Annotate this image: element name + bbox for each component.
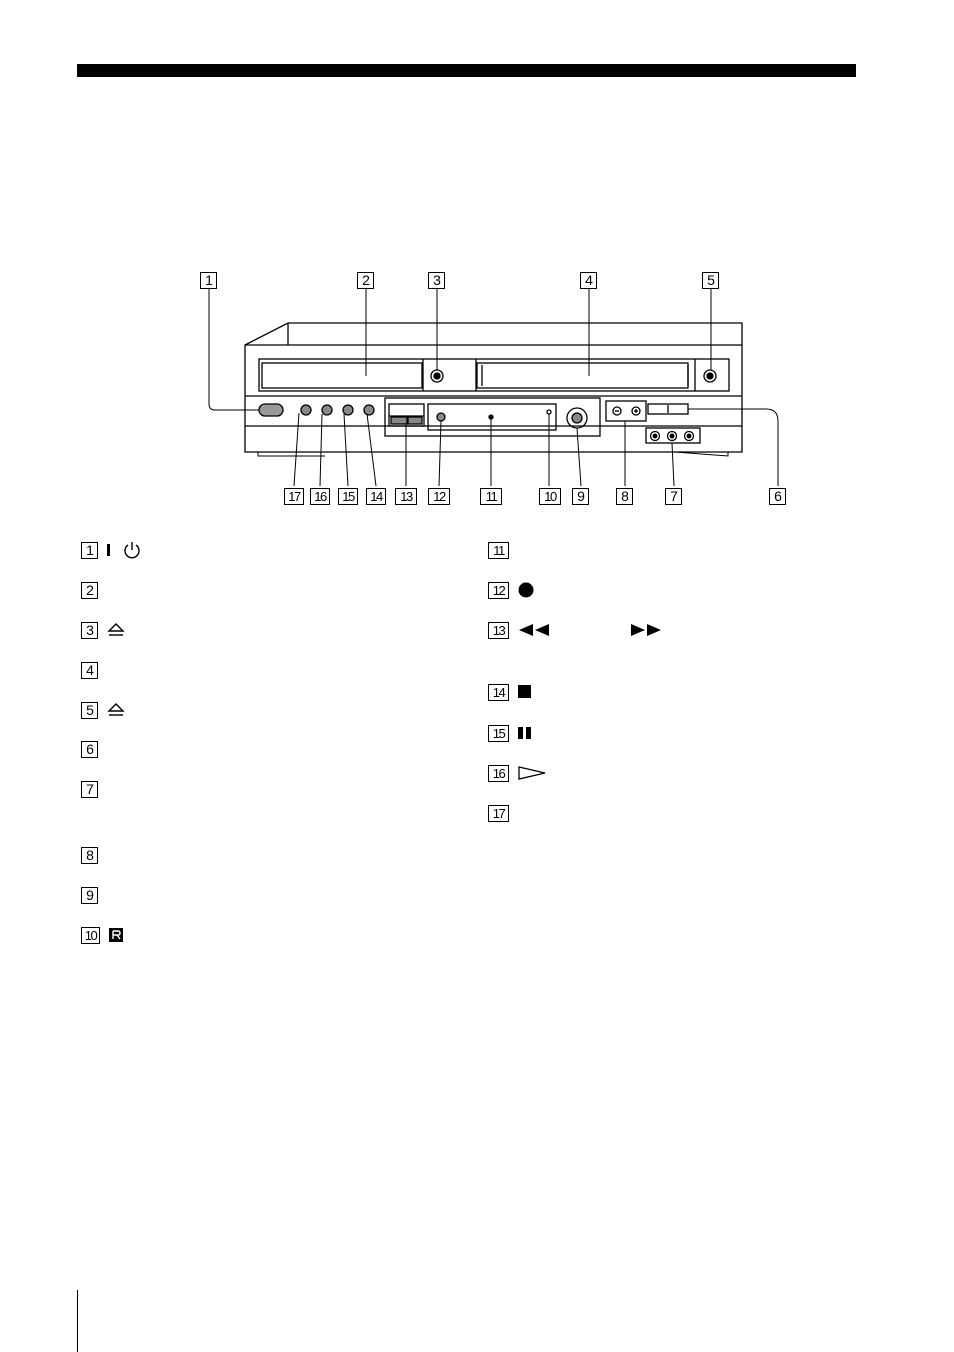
callout-7: 7 bbox=[665, 488, 682, 505]
record-button bbox=[437, 413, 445, 421]
legend-num: 17 bbox=[488, 805, 509, 822]
legend-num: 11 bbox=[488, 542, 509, 559]
callout-3: 3 bbox=[428, 272, 445, 289]
legend-num: 7 bbox=[81, 781, 98, 798]
callout-5: 5 bbox=[702, 272, 719, 289]
legend-item-14 bbox=[488, 682, 533, 702]
legend-item-16 bbox=[488, 763, 547, 783]
legend-item-1 bbox=[81, 540, 146, 560]
legend-item-13 bbox=[488, 620, 663, 640]
legend-item-7 bbox=[81, 779, 98, 799]
power-button bbox=[259, 404, 283, 416]
button-16 bbox=[322, 405, 332, 415]
page-margin-rule bbox=[77, 1290, 78, 1352]
legend-num: 1 bbox=[81, 542, 98, 559]
legend-num: 2 bbox=[81, 582, 98, 599]
legend-num: 3 bbox=[81, 622, 98, 639]
legend-num: 5 bbox=[81, 702, 98, 719]
eject-icon bbox=[106, 701, 126, 719]
callout-2: 2 bbox=[357, 272, 374, 289]
callout-12: 12 bbox=[428, 488, 450, 505]
legend-num: 12 bbox=[488, 582, 509, 599]
legend-item-2 bbox=[81, 580, 98, 600]
eject-icon bbox=[106, 621, 126, 639]
legend-num: 16 bbox=[488, 765, 509, 782]
power-icon bbox=[106, 540, 146, 560]
callout-6: 6 bbox=[769, 488, 786, 505]
legend-num: 8 bbox=[81, 847, 98, 864]
legend-item-11 bbox=[488, 540, 509, 560]
callout-11: 11 bbox=[480, 488, 502, 505]
legend-num: 15 bbox=[488, 725, 509, 742]
legend-num: 6 bbox=[81, 741, 98, 758]
legend-item-10 bbox=[81, 925, 124, 945]
legend-num: 14 bbox=[488, 684, 509, 701]
remote-sensor-icon bbox=[108, 927, 124, 943]
legend-item-6 bbox=[81, 739, 98, 759]
legend-num: 13 bbox=[488, 622, 509, 639]
legend-num: 4 bbox=[81, 662, 98, 679]
callout-1: 1 bbox=[200, 272, 217, 289]
callout-17: 17 bbox=[284, 488, 304, 505]
callout-16: 16 bbox=[310, 488, 330, 505]
rewind-icon bbox=[517, 622, 551, 638]
callout-8: 8 bbox=[616, 488, 633, 505]
callout-15: 15 bbox=[338, 488, 358, 505]
record-icon bbox=[517, 581, 535, 599]
callout-14: 14 bbox=[366, 488, 386, 505]
callout-9: 9 bbox=[572, 488, 589, 505]
pause-icon bbox=[517, 725, 533, 741]
legend-num: 10 bbox=[81, 927, 100, 944]
callout-13: 13 bbox=[395, 488, 417, 505]
vcr-dvd-front-panel-diagram bbox=[0, 0, 954, 520]
legend-item-5 bbox=[81, 700, 126, 720]
legend-item-15 bbox=[488, 723, 533, 743]
legend-item-3 bbox=[81, 620, 126, 640]
legend-item-17 bbox=[488, 803, 509, 823]
legend-item-4 bbox=[81, 660, 98, 680]
callout-10: 10 bbox=[539, 488, 561, 505]
button-14 bbox=[364, 405, 374, 415]
fast-forward-icon bbox=[629, 622, 663, 638]
display-center bbox=[489, 415, 493, 419]
button-17 bbox=[301, 405, 311, 415]
stop-icon bbox=[517, 684, 533, 700]
legend-item-9 bbox=[81, 885, 98, 905]
play-icon bbox=[517, 765, 547, 781]
callout-4: 4 bbox=[580, 272, 597, 289]
legend-item-8 bbox=[81, 845, 98, 865]
legend-item-12 bbox=[488, 580, 535, 600]
button-15 bbox=[343, 405, 353, 415]
legend-num: 9 bbox=[81, 887, 98, 904]
